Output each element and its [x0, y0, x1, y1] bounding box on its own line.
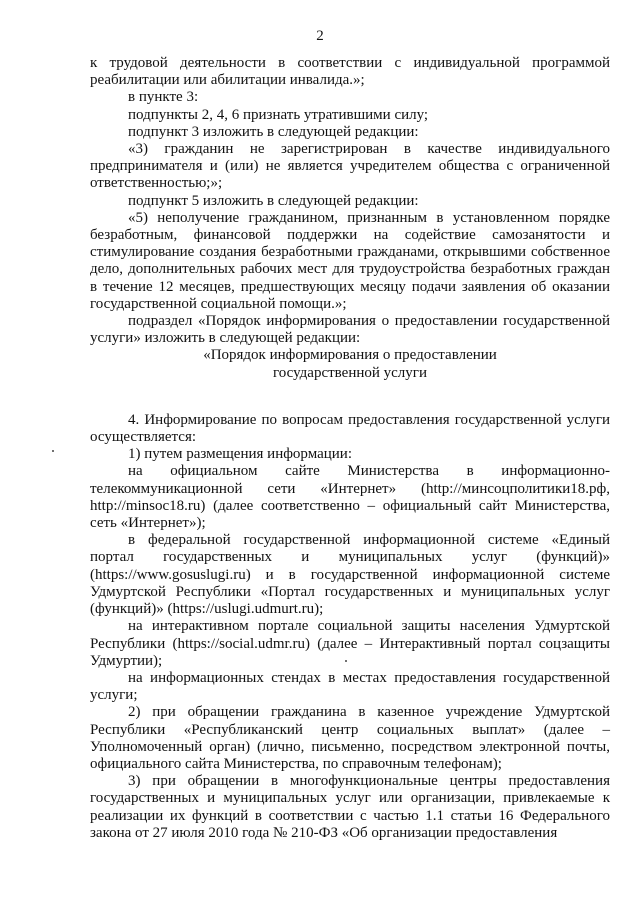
paragraph-unified-portal: в федеральной государственной информационной системе «Единый портал государственных и муниципальных услуг (функций)» (https://www.gosuslugi.ru) и в государственной информационной системе Удмуртской Республики «Портал государственных и муниципальных услуг (функций)» (https://uslugi.udmurt.ru); [90, 532, 610, 618]
document-body [90, 55, 610, 842]
paragraph-point-3-heading: в пункте 3: [128, 89, 199, 106]
paragraph-item-4: 4. Информирование по вопросам предоставления государственной услуги осуществляется: [90, 411, 610, 446]
paragraph-continuation: к трудовой деятельности в соответствии с индивидуальной программой реабилитации или абилитации инвалида.»; [90, 55, 610, 89]
paragraph-subpoint-3-intro: подпункт 3 изложить в следующей редакции: [128, 123, 419, 140]
paragraph-item-4-3: 3) при обращении в многофункциональные центры предоставления государственных и муниципальных услуг или организации, привлекаемые к реализации их функций в соответствии с частью 1.1 статьи 16 Федерального закона от 27 июля 2010 года № 210-ФЗ «Об организации предоставления [90, 773, 610, 841]
paragraph-item-4-1: 1) путем размещения информации: [128, 446, 353, 463]
paragraph-subpoint-5-text: «5) неполучение гражданином, признанным в установленном порядке безработным, финансовой поддержки на содействие самозанятости и стимулирование создания безработными гражданами, открывшими собственное дело, дополнительных рабочих мест для трудоустройства безработных граждан в течение 12 месяцев, предшествующих месяцу подачи заявления об оказании государственной социальной помощи.»; [90, 209, 610, 312]
paragraph-interactive-portal: на интерактивном портале социальной защиты населения Удмуртской Республики (https://social.udmr.ru) (далее – Интерактивный портал соцзащиты Удмуртии); [90, 618, 610, 669]
paragraph-official-site: на официальном сайте Министерства в информационно-телекоммуникационной сети «Интернет» (http://минсоцполитики18.рф, http://minsoc18.ru) (далее соответственно – официальный сайт Министерства, сеть «Интернет»); [90, 463, 610, 532]
page-number: 2 [316, 28, 324, 44]
scan-speck [52, 450, 54, 452]
paragraph-info-stands: на информационных стендах в местах предоставления государственной услуги; [90, 669, 610, 704]
scan-speck [345, 660, 347, 662]
section-heading-line-2: государственной услуги [273, 364, 427, 381]
paragraph-subpoint-5-intro: подпункт 5 изложить в следующей редакции: [128, 192, 419, 209]
paragraph-subpoints-repealed: подпункты 2, 4, 6 признать утратившими силу; [128, 106, 429, 123]
paragraph-item-4-2: 2) при обращении гражданина в казенное учреждение Удмуртской Республики «Республиканский центр социальных выплат» (далее – Уполномоченный орган) (лично, письменно, посредством электронной почты, официального сайта Министерства, по справочным телефонам); [90, 704, 610, 772]
paragraph-subpoint-3-text: «3) гражданин не зарегистрирован в качестве индивидуального предпринимателя и (или) не является учредителем общества с ограниченной ответственностью;»; [90, 141, 610, 192]
paragraph-subsection-intro: подраздел «Порядок информирования о предоставлении государственной услуги» изложить в следующей редакции: [90, 313, 610, 347]
section-heading-line-1: «Порядок информирования о предоставлении [203, 347, 497, 364]
